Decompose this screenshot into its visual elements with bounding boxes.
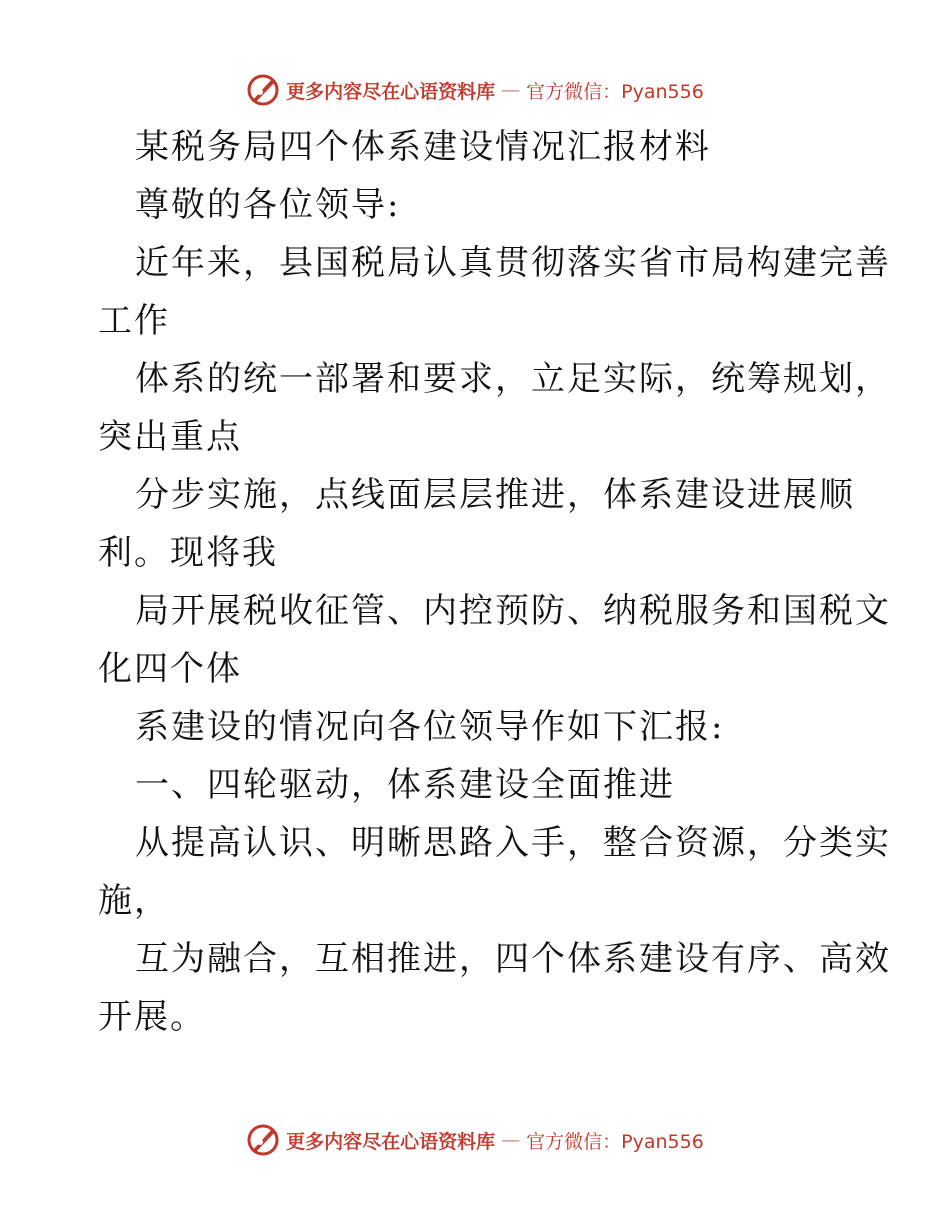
footer-watermark xyxy=(0,1120,950,1160)
salutation: 尊敬的各位领导: xyxy=(135,185,401,225)
paragraph-line: 分步实施，点线面层层推进，体系建设进展顺 xyxy=(135,475,855,515)
watermark-contact: 官方微信：Pyan556 xyxy=(526,80,704,103)
watermark-site-text: 更多内容尽在心语资料库 xyxy=(286,80,496,103)
watermark-site-text: 更多内容尽在心语资料库 xyxy=(286,1130,496,1153)
paragraph-line: 系建设的情况向各位领导作如下汇报: xyxy=(135,707,725,747)
watermark-dash: — xyxy=(501,79,521,101)
paragraph-line: 突出重点 xyxy=(98,417,242,457)
paragraph-line: 开展。 xyxy=(98,997,206,1037)
header-watermark xyxy=(0,70,950,110)
paragraph-line: 近年来，县国税局认真贯彻落实省市局构建完善 xyxy=(135,243,891,283)
quill-pen-circle-icon xyxy=(246,1123,280,1157)
section-heading: 一、四轮驱动，体系建设全面推进 xyxy=(135,765,675,805)
paragraph-line: 化四个体 xyxy=(98,649,242,689)
paragraph-line: 从提高认识、明晰思路入手，整合资源，分类实 xyxy=(135,823,891,863)
paragraph-line: 工作 xyxy=(98,301,170,341)
watermark-contact: 官方微信：Pyan556 xyxy=(526,1130,704,1153)
paragraph-line: 局开展税收征管、内控预防、纳税服务和国税文 xyxy=(135,591,891,631)
paragraph-line: 施， xyxy=(98,881,170,921)
paragraph-line: 利。现将我 xyxy=(98,533,278,573)
quill-pen-circle-icon xyxy=(246,73,280,107)
watermark-dash: — xyxy=(501,1129,521,1151)
paragraph-line: 互为融合，互相推进，四个体系建设有序、高效 xyxy=(135,939,891,979)
document-title: 某税务局四个体系建设情况汇报材料 xyxy=(135,127,711,167)
document-body xyxy=(98,118,891,1046)
paragraph-line: 体系的统一部署和要求，立足实际，统筹规划， xyxy=(135,359,891,399)
